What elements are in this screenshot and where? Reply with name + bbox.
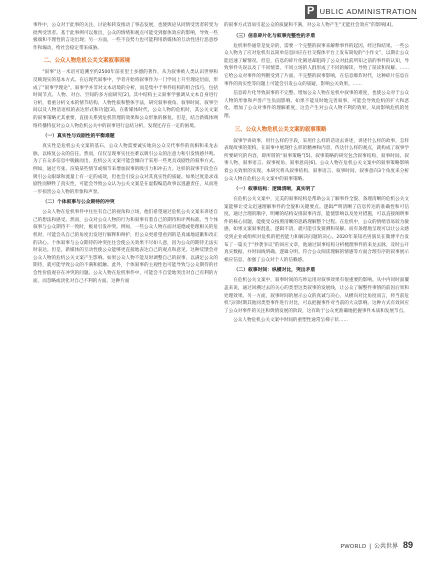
section-initial: P	[305, 5, 317, 18]
footer-divider: |	[369, 544, 371, 550]
footer-magazine: PWORLD	[340, 544, 367, 550]
section-heading: 二、公众人物危机公关文案叙事困境	[43, 58, 131, 65]
subsection-heading: （一）叙事结构：逻辑清晰，真实明了	[233, 187, 316, 193]
body-paragraph: 事件中，公众对于此事的关注、讨论和转发推动了事态发展，也使舆论从同情受害者转变为批判受害者。基于此事例可以推出，公众的情绪和观点可能受到群体效应的影响，导致一些极端和不理性的言论出现；另一方面，一些不良势力也可能利用新媒体的互动性进行恶意炒作和煽动，给社会稳定带来威胁。	[33, 23, 218, 51]
body-paragraph: 在危机公关文案中，叙事时间的巧妙运用对叙事效果有很重要的影响。从中内同时面覆盖来说，通过回溯过去的关心的类型这类叙事的发展线，让公众了解整件事情的前因后果和处理效果。另一方面，叙事时间的展示公众的真诚与决心，从横向对比角度而言，将当前危机与同时期其他同类型事件进行对比，可以把握事件对当前的大众影响。这种方式有效回应了公众对事件的关注和舆情发展的阶段，这有助于公众更准确地把握事件本质和发展节点。	[224, 278, 409, 314]
page-footer	[340, 540, 413, 550]
subsection-heading: （二）叙事时间：纵横对比，突出矛盾	[233, 268, 316, 274]
body-paragraph: “叙事”这一术语可追溯至约2500年前亚里士多德的著作，从为叙事被人类认识世界和反映现实的基本方式。在后现代叙事中，学者开始将叙事作为一门学问上升至理论层面，形成了“叙事学理论”。叙事学并非对文本语境的分析，而是集中于事件结构的组合技巧，包括时间节点、人物、对白、空间的多方面研究[2]。其中结构主义叙事学强调从文本自身进行分析，着重分析文本的情节结构、人物性质和整体手法，研究叙事视角、叙事时间、叙事空间以及人物话语权的表达形式和功能[3]。在新媒体时代，公众人物的危机时，其公关文案的叙事策略尤其重要，直接关系到危机管理的效果和公众形象的修复。但是，结合新媒体网络传播特征对公众人物危机公关中的叙事进行总结分析，发现还存在一定的困境。	[33, 70, 218, 129]
body-paragraph: 公众人物在危机事件中往往有自己的视角和立场，他们希望通过危机公关文案来讲述自己的想法和感受。然而，公众对公众人物的行为和叙事有着自己的期待和评判标准。当个体叙事与公众期待不一致时，极易引发冲突。例如，一些公众人物在面对道德或伦理相关的危机时，可能会从自己的角度出发进行解释和辩护，但公众更希望看到的是真诚地道歉和改正的决心。个体叙事与公众期待的冲突往往会使公关效果不尽如人意，因为公众的期待无法实时表达。但是，新媒体的互动性使公众能够更直接地表达自己的观点和意见，这种反馈会对公众人物的危机公关文案产生影响。如果公众人物不能及时调整自己的叙事，以满足公众的期待，就可能导致公众的不满和抵触。此外，个体叙事的主观性也可能导致与公众期待的社会性价值观存在冲突的问题。公众人物在危机事件中，可能会不自觉地突出对自己有利的方面，而忽略或淡化对自己不利的方面。这种片面	[33, 210, 218, 284]
subsection-heading: （二）个体叙事与公众期待的冲突	[42, 200, 115, 206]
page-header	[0, 0, 427, 22]
body-paragraph: 信息碎片化导致叙事的不完整，增加公众人物在危机中叙事的难度，也使公众对于公众人物的形象和声誉产生负面影响。如果不能及时地完善叙事，可能会导致危机的扩大和恶化，增加了公众对事件的理解难度，这会产生对公众人物不利的效果，从而影响危机的处理。	[224, 91, 409, 119]
right-column	[224, 22, 409, 327]
body-paragraph: 公众人物危机公关文案中时间的重塑性通常呈梯子状……	[233, 318, 349, 324]
body-paragraph: 真实性是危机公关文案的基石，公众人物需要诚实地向公众交代事件的真相和来龙去脉，以恢复公众的信任。然而，仅仅呈现事实往往难以吸引公众的注意力和引发情感共鸣。为了在众多信息中脱颖而出，危机公关文案可能会倾向于采用一些更具戏剧性的叙事方式。例如，通过夸张、渲染某些情节或细节来增加叙事的吸引力和冲击力。这样的叙事手段会在吸引公众眼球和流量上有一定的成效，但也会引发公众对其真实性的质疑。如果过度追求戏剧性而牺牲了真实性，可能会导致公众认为公关文案是在虚假编造故事以逃避责任，从而进一步损害公众人物的形象和声誉。	[33, 144, 218, 195]
subsection-heading: （三）信息碎片化与叙事完整性的矛盾	[233, 33, 316, 39]
body-paragraph: 在危机公关文案中，完美的叙事结构是帮助公众了解事件全貌、条理清晰的危机公关文案能够让受众迅速理解事件的全貌和关键要点。逻辑严明清晰了信息传达的准确性和可信度。通过合理的顺序，明晰的结构安排叙事内容，能使影响以及处对措施，可以直接阐明事件的核心问题，能使受众按照清晰的思路理解整个过程。在危机中，公众的情绪容易较为敏感，如果文案叙事混乱、逻辑不清，就可能引发猜测和误解。而有条理地呈现可以让公众感受到企业或组织对危机的把控能力和解决问题的决心。2020年某知名男演员在微博平台发布了一篇关于“抄袭争议”的回应文章，他通过叙事结构分析梳理事件的来龙去脉，及时公开真实数据，并时间线明确、逻辑分明、符合公众阅读理解的情感等方面合理有序的叙事展示相应信息，加强了公众对个人的信赖感。	[224, 197, 409, 263]
body-paragraph: 叙事学讲故事，用什么样的手段，采用什么样的话语去讲述，讲述什么样的故事，怎样表现故事的架构，在叙事中展现什么样的精神和内容，传达什么样的观点，就构成了叙事学所要研究的内容，即所谓的“叙事策略”[5]。叙事策略的研究包含叙事结构、叙事时间、叙事人物、叙事语言、叙事视角、叙事意向[6]。公众人物在危机公关文案中的叙事策略影响着公关效果的实现。本研究将从叙事结构、叙事语言、叙事时间、叙事意向3个角度来分析公众人物在危机公关文案中的叙事策略。	[224, 138, 409, 182]
left-column	[33, 22, 218, 287]
body-paragraph: 的叙事方式容易引起公众的质疑和不满，对公众人物产生“无能社会效应”的影响[4]。	[224, 23, 397, 28]
page-number: 89	[402, 540, 413, 550]
section-title: UBLIC ADMINISTRATION	[319, 6, 417, 16]
subsection-heading: （一）真实性与戏剧性的平衡难题	[42, 134, 115, 140]
footer-magazine-cn: 公共世界	[373, 543, 398, 550]
body-paragraph: 危机事件通常是复杂的，需要一个完整的叙事来解释事件的起因、经过和结果。一些公众人物为了应对危机有以简单信息回应在社交媒体平台上发布简短的“小作文”，以期让公众能迅速了解情况。但是，信息的碎片化阐述却阻碍了公众对此前所知之前的事件的认知，导致事件失误以及了不同情景、不同立场的人群形成了不同的解读，导致了误读和误解。……它给公众对事件的判断受到了片面、不完整的叙事影响，在信息爆炸时代，这种碎片信息在事件的真实性等问题上可能会引发公众的质疑，影响公关效果。……	[224, 43, 409, 87]
section-header	[305, 4, 417, 19]
section-heading: 三、公众人物危机公关文案的叙事策略	[234, 126, 327, 133]
